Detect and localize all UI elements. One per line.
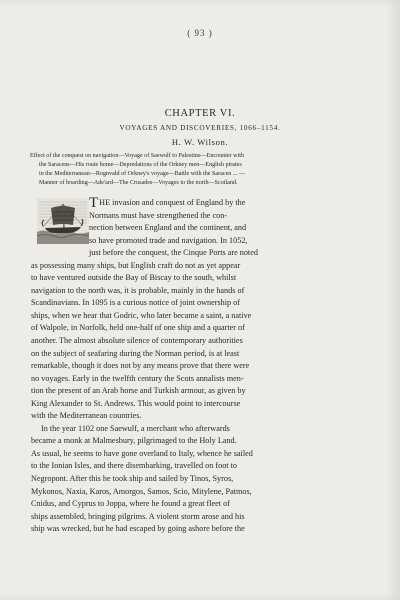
body-line: of Walpole, in Norfolk, held one-half of one ship and a quarter of: [31, 323, 245, 333]
body-line: as possessing many ships, but English craft do not as yet appear: [31, 260, 241, 270]
body-line: Normans must have strengthened the con-: [89, 210, 228, 220]
body-line: Negropont. After this he took ship and sailed by Tinos, Syros,: [31, 474, 234, 484]
chapter-subtitle: VOYAGES AND DISCOVERIES, 1066–1154.: [119, 124, 281, 132]
summary-line: Effect of the conquest on navigation—Voyage of Saewulf to Palestine—Encounter with: [30, 153, 245, 159]
chapter-summary: [30, 152, 370, 188]
body-line: In the year 1102 one Saewulf, a merchant who afterwards: [41, 423, 230, 433]
body-line: Mykonos, Naxia, Karos, Amorgos, Samos, Scio, Mitylene, Patmos,: [31, 486, 252, 496]
body-line: As usual, he seems to have gone overland to Italy, whence he sailed: [31, 448, 253, 458]
body-line: ships assembled, bringing pilgrims. A violent storm arose and his: [31, 511, 245, 521]
body-line: tion the present of an Arab horse and Turkish armour, as given by: [31, 386, 246, 396]
body-line: with the Mediterranean countries.: [31, 411, 142, 421]
page-number: ( 93 ): [187, 28, 213, 38]
body-line: ships, when we hear that Godric, who later became a saint, a native: [31, 310, 252, 320]
body-line: navigation to the north was, it is probable, mainly in the hands of: [31, 285, 245, 295]
body-line: became a monk at Malmesbury, pilgrimaged to the Holy Land.: [31, 436, 237, 446]
summary-line: in the Mediterranean—Rognvald of Orkney's voyage—Battle with the Saracen ... —: [39, 170, 246, 177]
chapter-heading: CHAPTER VI.: [164, 108, 236, 119]
body-line: Scandinavians. In 1095 is a curious notice of joint ownership of: [31, 298, 240, 308]
body-text: [31, 197, 371, 536]
body-line: just before the conquest, the Cinque Ports are noted: [89, 248, 258, 258]
body-line: to have ventured outside the Bay of Biscay to the south, whilst: [31, 273, 237, 283]
drop-cap: T: [89, 195, 99, 211]
body-line: nection between England and the continent, and: [89, 223, 247, 233]
body-line: THE invasion and conquest of England by the: [89, 195, 246, 211]
body-line: King Alexander to St. Andrews. This would point to intercourse: [31, 398, 241, 408]
body-line: ship was wrecked, but he had escaped by going ashore before the: [31, 524, 245, 534]
body-line: Cnidus, and Cyprus to Joppa, where he found a great fleet of: [31, 499, 230, 509]
body-line: on the subject of seafaring during the Norman period, is at least: [31, 348, 240, 358]
summary-line: the Saracens—His route home—Depredations of the Orkney men—English pirates: [39, 161, 242, 168]
summary-line: Manner of boarding—Ade'ard—The Crusades—Voyages to the north—Scotland.: [39, 179, 238, 186]
body-line: no voyages. Early in the twelfth century the Scots annalists men-: [31, 373, 244, 383]
body-line: another. The almost absolute silence of contemporary authorities: [31, 336, 243, 346]
body-line: to the Ionian Isles, and there disembarking, travelled on foot to: [31, 461, 237, 471]
chapter-author: H. W. Wilson.: [171, 137, 229, 147]
body-line: remarkable, though it does not by any means prove that there were: [31, 361, 250, 371]
body-line: so have promoted trade and navigation. In 1052,: [89, 235, 248, 245]
